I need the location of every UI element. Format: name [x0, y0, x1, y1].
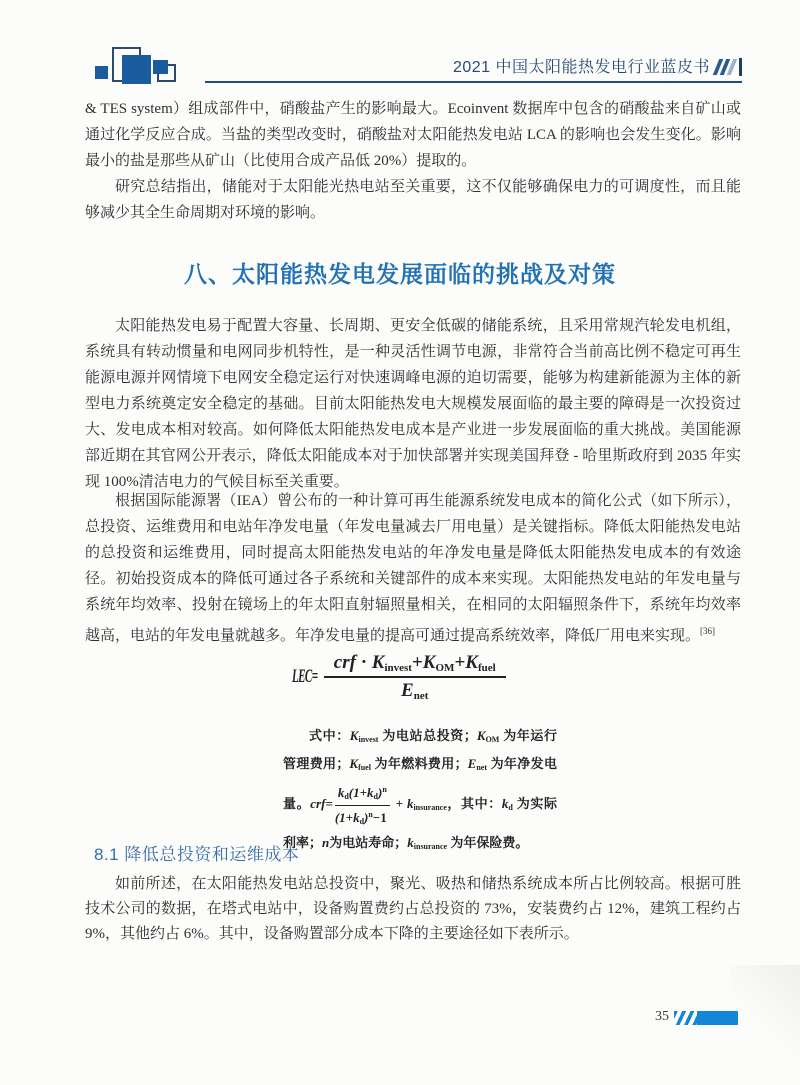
- chapter-title: 八、太阳能热发电发展面临的挑战及对策: [184, 261, 616, 287]
- formula-note-lead: 式中：$K_{invest}$ 为电站总投资；$K_{OM}$ 为年运行管理费用；$K_{fuel}$ 为年燃料费用；$E_{net}$ 为年净发电量。crf=: [283, 728, 557, 812]
- crf-fraction-numerator: $k_d(1+k_d)^n$: [335, 782, 390, 806]
- header-booklet-title: 2021 中国太阳能热发电行业蓝皮书: [452, 59, 710, 76]
- logo-square-small-left: [95, 66, 108, 79]
- vertical-bar-icon: [739, 58, 742, 76]
- footer-bar-hatch-icon: [674, 1011, 697, 1025]
- lec-formula: [292, 652, 506, 702]
- formula-note-tail: + $k_{insurance}$，其中：$k_d$ 为实际利率；n为电站寿命；$k_{insurance}$ 为年保险费。: [283, 796, 557, 851]
- logo-square-solid-small: [153, 60, 168, 74]
- logo-square-solid-big: [122, 55, 151, 84]
- paragraph-investment-breakdown: 如前所述，在太阳能热发电站总投资中，聚光、吸热和储热系统成本所占比例较高。根据可胜技术公司的数据，在塔式电站中，设备购置费约占总投资的 73%，安装费约占 12%，建筑工程约占 9%，其他约占 6%。其中，设备购置部分成本下降的主要途径如下表所示。: [85, 876, 741, 942]
- crf-fraction: [335, 782, 390, 829]
- lec-formula-denominator: $E_{net}$: [401, 680, 429, 702]
- paragraph-flexibility-challenge: 太阳能热发电易于配置大容量、长周期、更安全低碳的储能系统，且采用常规汽轮发电机组，系统具有转动惯量和电网同步机特性，是一种灵活性调节电源，非常符合当前高比例不稳定可再生能源电源并网情境下电网安全稳定运行对快速调峰电源的迫切需要，能够为构建新能源为主体的新型电力系统奠定安全稳定的基础。目前太阳能热发电大规模发展面临的最主要的障碍是一次投资过大、发电成本相对较高。如何降低太阳能热发电成本是产业进一步发展面临的重大挑战。美国能源部近期在其官网公开表示，降低太阳能成本对于加快部署并实现美国拜登 - 哈里斯政府到 2035 年实现 100%清洁电力的气候目标至关重要。: [85, 318, 741, 490]
- page-number: 35: [655, 1009, 669, 1024]
- footer-bar-decoration: [674, 1011, 738, 1025]
- lec-formula-numerator: crf · $K_{invest}+K_{OM}+K_{fuel}$: [324, 652, 506, 678]
- header-rule-line: [205, 81, 742, 83]
- header-slashes-icon: [713, 57, 742, 77]
- crf-fraction-denominator: $(1+k_d)^n-1$: [334, 810, 387, 826]
- paragraph-iea-text: 根据国际能源署（IEA）曾公布的一种计算可再生能源系统发电成本的简化公式（如下所示），总投资、运维费用和电站年净发电量（年发电量减去厂用电量）是关键指标。降低太阳能热发电站的总投资和运维费用，同时提高太阳能热发电站的年净发电量是降低太阳能热发电成本的有效途径。初始投资成本的降低可通过各子系统和关键部件的成本来实现。太阳能热发电站的年发电量与系统年均效率、投射在镜场上的年太阳直射辐照量相关，在相同的太阳辐照条件下，系统年均效率越高，电站的年发电量就越多。年净发电量的提高可通过提高系统效率，降低厂用电来实现。: [85, 493, 741, 644]
- publisher-squares-logo-icon: [93, 44, 173, 86]
- lec-formula-fraction: [324, 652, 506, 702]
- paragraph-iea-lec-formula-intro: [85, 488, 741, 649]
- paragraph-tes-continuation: & TES system）组成部件中，硝酸盐产生的影响最大。Ecoinvent 数据库中包含的硝酸盐来自矿山或通过化学反应合成。当盐的类型改变时，硝酸盐对太阳能热发电站 LCA 的影响也会发生变化。影响最小的盐是那些从矿山（比使用合成产品低 20%）提取的。: [85, 101, 741, 169]
- formula-variables-note: [283, 724, 557, 859]
- page-corner-shade: [730, 965, 800, 1085]
- lec-formula-lhs: LEC=: [292, 666, 318, 687]
- citation-ref-36: [36]: [700, 626, 716, 636]
- section-heading-8-1: 8.1 降低总投资和运维成本: [94, 845, 300, 864]
- paragraph-study-conclusion: 研究总结指出，储能对于太阳能光热电站至关重要，这不仅能够确保电力的可调度性，而且能够减少其全生命周期对环境的影响。: [85, 179, 741, 221]
